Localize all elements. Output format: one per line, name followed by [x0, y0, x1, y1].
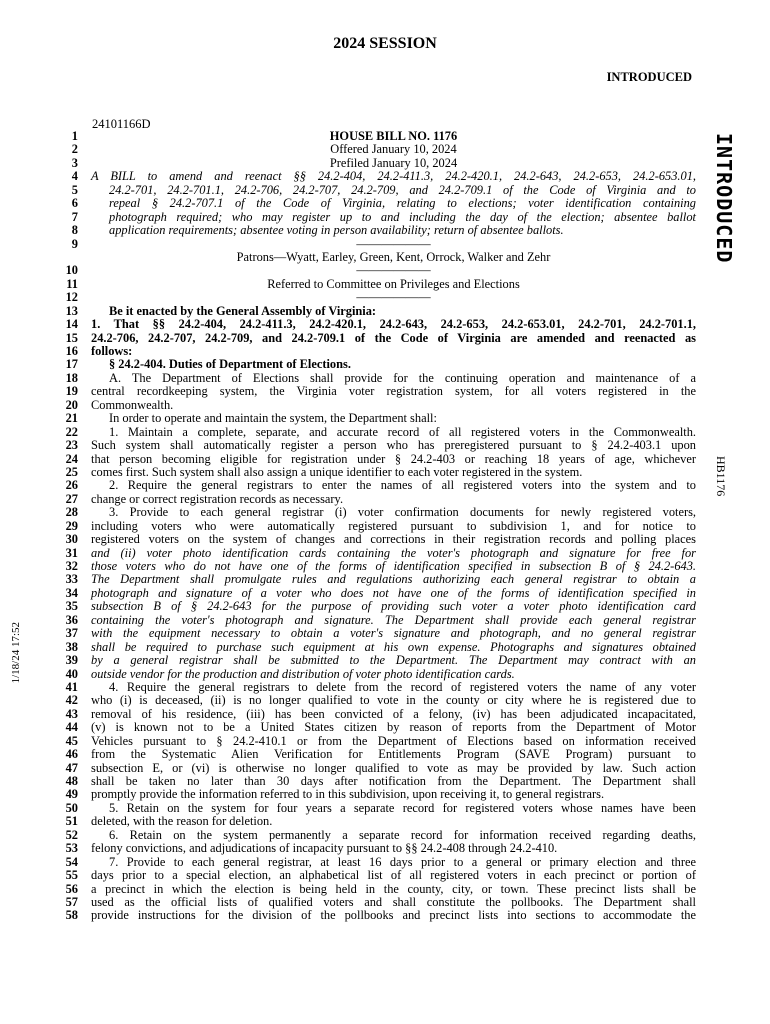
bill-line: [60, 264, 700, 277]
vertical-bill-number: HB1176: [714, 456, 728, 497]
line-text: central recordkeeping system, the Virginia voter registration system, for all voters registered in the: [91, 384, 696, 399]
line-text: comes first. Such system shall also assign a unique identifier to each voter registered in the system.: [91, 464, 583, 479]
line-number: 2: [71, 142, 78, 157]
bill-line: [60, 600, 700, 613]
line-number: 42: [65, 693, 78, 708]
line-number: 39: [65, 653, 78, 668]
bill-line: [60, 573, 700, 586]
line-number: 11: [66, 276, 78, 291]
bill-line: [60, 399, 700, 412]
bill-line: [60, 654, 700, 667]
line-text: including voters who were automatically registered pursuant to subdivision 1, and for notice to: [91, 518, 696, 533]
line-number: 51: [65, 814, 78, 829]
line-number: 17: [65, 357, 78, 372]
session-heading: 2024 SESSION: [333, 35, 437, 52]
bill-line: [60, 143, 700, 156]
line-text: photograph required; who may register up to and including the day of the election; absentee ballot: [109, 209, 696, 224]
status-label: INTRODUCED: [606, 70, 692, 84]
line-text: days prior to a special election, an alphabetical list of all registered voters in each precinct or portion of: [91, 868, 696, 883]
line-text: 24.2-706, 24.2-707, 24.2-709, and 24.2-709.1 of the Code of Virginia are amended and reenacted as: [91, 330, 696, 345]
line-number: 54: [65, 854, 78, 869]
line-text: Vehicles pursuant to § 24.2-410.1 or from the Department of Elections based on information received: [91, 733, 696, 748]
line-number: 15: [65, 330, 78, 345]
line-number: 35: [65, 599, 78, 614]
bill-line: [60, 412, 700, 425]
line-number: 43: [65, 706, 78, 721]
line-text: In order to operate and maintain the system, the Department shall:: [109, 411, 437, 426]
line-number: 31: [65, 545, 78, 560]
line-text: Patrons—Wyatt, Earley, Green, Kent, Orrock, Walker and Zehr: [236, 249, 551, 264]
bill-line: [60, 883, 700, 896]
line-text: The Department shall promulgate rules and regulations authorizing each general registrar to obtain a: [91, 572, 696, 587]
line-text: used as the official lists of qualified voters and shall constitute the pollbooks. The Department shall: [91, 894, 696, 909]
line-text: containing the voter's photograph and signature. The Department shall provide each general registrar: [91, 612, 696, 627]
line-number: 16: [65, 344, 78, 358]
bill-line: [60, 762, 700, 775]
line-number: 55: [65, 868, 78, 883]
line-number: 28: [65, 505, 78, 520]
bill-line: [60, 815, 700, 828]
bill-line: [60, 627, 700, 640]
line-text: from the Systematic Alien Verification for Entitlements Program (SAVE Program) pursuant to: [91, 747, 696, 762]
line-number: 4: [71, 169, 78, 184]
line-text: 1. That §§ 24.2-404, 24.2-411.3, 24.2-420.1, 24.2-643, 24.2-653, 24.2-653.01, 24.2-701, 24.2-701.1,: [91, 317, 696, 332]
bill-line: [60, 520, 700, 533]
line-number: 20: [65, 397, 78, 412]
line-text: ——————: [356, 236, 431, 251]
line-text: follows:: [91, 344, 133, 358]
bill-line: [60, 211, 700, 224]
line-number: 36: [65, 612, 78, 627]
line-text: repeal § 24.2-707.1 of the Code of Virginia, relating to elections; voter identification containing: [109, 196, 696, 211]
bill-line: [60, 157, 700, 170]
line-number: 32: [65, 559, 78, 573]
line-number: 1: [71, 129, 78, 143]
line-number: 52: [65, 827, 78, 842]
line-text: removal of his residence, (iii) has been convicted of a felony, (iv) has been adjudicated incapacitated,: [91, 706, 696, 721]
line-text: Commonwealth.: [91, 397, 174, 412]
bill-line: [60, 197, 700, 210]
line-text: change or correct registration records as necessary.: [91, 491, 344, 506]
line-number: 21: [65, 411, 78, 426]
line-text: application requirements; absentee voting in person availability; return of absentee ballots.: [109, 223, 564, 238]
bill-line: [60, 896, 700, 909]
bill-line: [60, 305, 700, 318]
bill-line: [60, 439, 700, 452]
bill-line: [60, 856, 700, 869]
line-text: ——————: [356, 290, 431, 305]
line-number: 41: [65, 679, 78, 694]
line-text: (v) is known not to be a United States citizen by reason of reports from the Department of Motor: [91, 720, 696, 735]
line-number: 46: [65, 747, 78, 762]
line-number: 47: [65, 760, 78, 775]
bill-line: [60, 829, 700, 842]
bill-line: [60, 318, 700, 331]
bill-line: [60, 453, 700, 466]
bill-line: [60, 735, 700, 748]
bill-line: [60, 909, 700, 922]
line-number: 19: [65, 384, 78, 399]
line-text: that person becoming eligible for registration under § 24.2-403 or reaching 18 years of age, whichever: [91, 451, 696, 466]
line-text: 7. Provide to each general registrar, at least 16 days prior to a general or primary election and three: [109, 854, 696, 869]
bill-line: [60, 842, 700, 855]
line-text: 4. Require the general registrars to delete from the record of registered voters the name of any voter: [109, 679, 696, 694]
line-number: 27: [65, 491, 78, 506]
bill-line: [60, 641, 700, 654]
bill-line: [60, 533, 700, 546]
line-text: 3. Provide to each general registrar (i) voter confirmation documents for newly registered voters,: [109, 505, 696, 520]
line-number: 45: [65, 733, 78, 748]
line-text: those voters who do not have one of the forms of identification specified in subsection B of § 24.2-643.: [91, 559, 696, 573]
line-text: 1. Maintain a complete, separate, and accurate record of all registered voters in the Commonwealth.: [109, 424, 696, 439]
line-number: 22: [65, 424, 78, 439]
line-text: deleted, with the reason for deletion.: [91, 814, 273, 829]
line-text: with the equipment necessary to obtain a voter's signature and photograph, and no general registrar: [91, 626, 696, 641]
bill-line: [60, 748, 700, 761]
line-number: 10: [65, 263, 78, 278]
line-text: A BILL to amend and reenact §§ 24.2-404, 24.2-411.3, 24.2-420.1, 24.2-643, 24.2-653, 24.2-653.01,: [91, 169, 696, 184]
line-text: photograph and signature of a voter who does not have one of the forms of identification specified in: [91, 585, 696, 600]
line-text: by a general registrar shall be submitted to the Department. The Department may contract with an: [91, 653, 696, 668]
line-number: 7: [71, 209, 78, 224]
line-text: Prefiled January 10, 2024: [329, 155, 458, 170]
line-number: 25: [65, 464, 78, 479]
line-number: 8: [71, 223, 78, 238]
line-number: 13: [65, 303, 78, 318]
line-text: promptly provide the information referred to in this subdivision, upon receiving it, to general registrars.: [91, 787, 605, 802]
bill-line: [60, 251, 700, 264]
line-text: outside vendor for the production and distribution of voter photo identification cards.: [91, 666, 515, 681]
bill-line: [60, 291, 700, 304]
line-text: ——————: [356, 263, 431, 278]
line-number: 48: [65, 774, 78, 788]
line-text: § 24.2-404. Duties of Department of Elections.: [109, 357, 351, 372]
line-number: 53: [65, 841, 78, 856]
line-number: 12: [65, 290, 78, 305]
line-text: Such system shall automatically register a person who has preregistered pursuant to § 24.2-403.1 upon: [91, 438, 696, 453]
line-number: 56: [65, 881, 78, 896]
bill-line: [60, 345, 700, 358]
line-number: 58: [65, 908, 78, 923]
line-text: provide instructions for the division of the pollbooks and precinct lists into sections to accommodate the: [91, 908, 696, 923]
line-number: 26: [65, 478, 78, 493]
bill-line: [60, 614, 700, 627]
line-number: 18: [65, 370, 78, 385]
line-number: 49: [65, 787, 78, 802]
line-text: subsection E, or (vi) is otherwise no longer qualified to vote as may be provided by law. Such action: [91, 760, 696, 775]
line-number: 40: [65, 666, 78, 681]
bill-line: [60, 775, 700, 788]
line-number: 50: [65, 800, 78, 815]
line-text: 6. Retain on the system permanently a separate record for information received regarding deaths,: [109, 827, 696, 842]
bill-line: [60, 681, 700, 694]
bill-line: [60, 238, 700, 251]
bill-line: [60, 358, 700, 371]
bill-line: [60, 130, 700, 143]
bill-line: [60, 170, 700, 183]
bill-line: [60, 869, 700, 882]
bill-line: [60, 385, 700, 398]
bill-line: [60, 466, 700, 479]
bill-line: [60, 184, 700, 197]
line-text: shall be taken no later than 30 days after notification from the Department. The Department shall: [91, 774, 696, 788]
bill-line: [60, 547, 700, 560]
line-number: 37: [65, 626, 78, 641]
line-number: 34: [65, 585, 78, 600]
line-text: subsection B of § 24.2-643 for the purpose of providing such voter a voter photo identification card: [91, 599, 696, 614]
document-id: 24101166D: [92, 117, 151, 131]
line-number: 38: [65, 639, 78, 654]
line-number: 5: [71, 182, 78, 197]
line-number: 23: [65, 438, 78, 453]
bill-line: [60, 278, 700, 291]
bill-line: [60, 372, 700, 385]
line-number: 33: [65, 572, 78, 587]
line-number: 3: [71, 155, 78, 170]
bill-line: [60, 479, 700, 492]
bill-line: [60, 788, 700, 801]
bill-line: [60, 587, 700, 600]
vertical-timestamp: 1/18/24 17:52: [10, 622, 22, 684]
bill-line: [60, 426, 700, 439]
vertical-status-stamp: INTRODUCED: [712, 133, 736, 264]
line-number: 6: [71, 196, 78, 211]
line-text: and (ii) voter photo identification cards containing the voter's photograph and signature for free for: [91, 545, 696, 560]
bill-text-body: [60, 130, 700, 923]
bill-line: [60, 708, 700, 721]
line-text: who (i) is deceased, (ii) is no longer qualified to vote in the county or city where he is registered due to: [91, 693, 696, 708]
line-text: 5. Retain on the system for four years a separate record for registered voters whose names have been: [109, 800, 696, 815]
line-number: 30: [65, 532, 78, 547]
line-text: shall be required to purchase such equipment at his own expense. Photographs and signatures obtained: [91, 639, 696, 654]
line-number: 14: [65, 317, 78, 332]
line-number: 24: [65, 451, 78, 466]
bill-line: [60, 332, 700, 345]
line-text: a precinct in which the election is being held in the county, city, or town. These precinct lists shall be: [91, 881, 696, 896]
line-text: Offered January 10, 2024: [330, 142, 457, 157]
bill-line: [60, 802, 700, 815]
line-text: 2. Require the general registrars to enter the names of all registered voters into the system and to: [109, 478, 696, 493]
line-text: registered voters on the system of changes and corrections in their registration records and polling places: [91, 532, 696, 547]
line-number: 9: [71, 236, 78, 251]
line-text: HOUSE BILL NO. 1176: [329, 129, 458, 143]
line-text: 24.2-701, 24.2-701.1, 24.2-706, 24.2-707, 24.2-709, and 24.2-709.1 of the Code of Virginia and to: [109, 182, 696, 197]
line-number: 44: [65, 720, 78, 735]
line-text: Referred to Committee on Privileges and Elections: [267, 276, 520, 291]
bill-line: [60, 493, 700, 506]
bill-line: [60, 560, 700, 573]
bill-line: [60, 224, 700, 237]
line-number: 57: [65, 894, 78, 909]
bill-line: [60, 668, 700, 681]
line-number: 29: [65, 518, 78, 533]
bill-line: [60, 694, 700, 707]
line-text: A. The Department of Elections shall provide for the continuing operation and maintenance of a: [109, 370, 696, 385]
bill-line: [60, 506, 700, 519]
bill-line: [60, 721, 700, 734]
line-text: felony convictions, and adjudications of incapacity pursuant to §§ 24.2-408 through 24.2-410.: [91, 841, 558, 856]
line-text: Be it enacted by the General Assembly of Virginia:: [109, 303, 377, 318]
